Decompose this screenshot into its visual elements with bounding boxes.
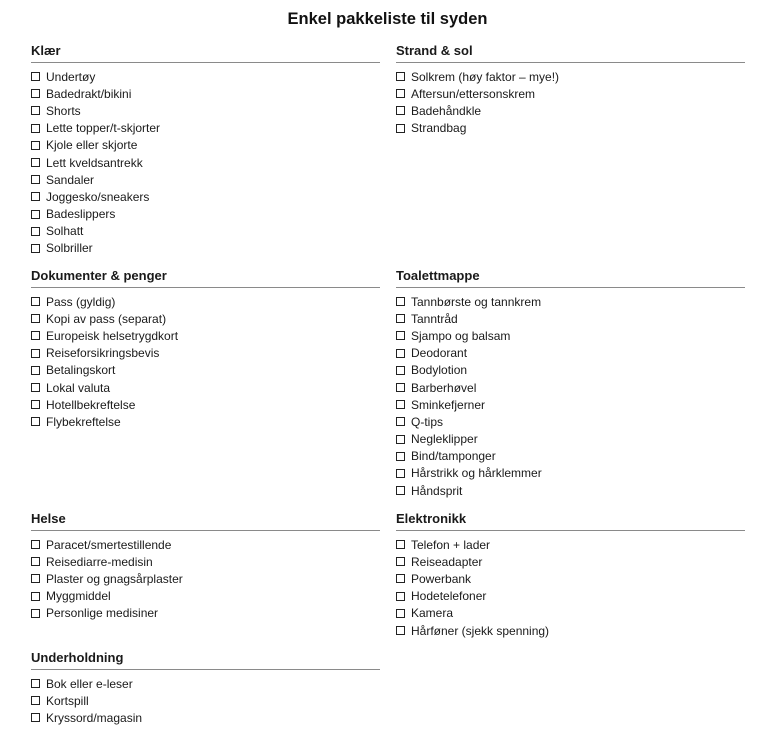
section-klaer bbox=[31, 43, 380, 257]
checkbox[interactable] bbox=[396, 366, 405, 375]
checklist-item-label: Flybekreftelse bbox=[46, 414, 121, 429]
checklist-item-label: Håndsprit bbox=[411, 483, 463, 498]
checklist bbox=[396, 536, 745, 639]
section-helse bbox=[31, 511, 380, 622]
checkbox[interactable] bbox=[396, 486, 405, 495]
checklist-item[interactable] bbox=[396, 570, 745, 587]
checkbox[interactable] bbox=[396, 314, 405, 323]
checklist bbox=[396, 293, 745, 499]
checkbox[interactable] bbox=[396, 106, 405, 115]
checklist-item[interactable] bbox=[396, 396, 745, 413]
checklist-item[interactable] bbox=[31, 709, 380, 726]
checklist-item-label: Shorts bbox=[46, 103, 81, 118]
checkbox[interactable] bbox=[31, 383, 40, 392]
checklist-item-label: Lette topper/t-skjorter bbox=[46, 121, 161, 136]
checkbox[interactable] bbox=[31, 609, 40, 618]
checklist bbox=[396, 68, 745, 137]
checklist-item-label: Kortspill bbox=[46, 693, 89, 708]
checkbox[interactable] bbox=[396, 540, 405, 549]
checklist-item-label: Solbriller bbox=[46, 241, 93, 256]
checkbox[interactable] bbox=[396, 349, 405, 358]
checkbox[interactable] bbox=[31, 158, 40, 167]
checklist-item-label: Reiseadapter bbox=[411, 554, 483, 569]
section-title: Klær bbox=[31, 43, 380, 63]
checkbox[interactable] bbox=[31, 400, 40, 409]
checklist-item-label: Pass (gyldig) bbox=[46, 294, 116, 309]
checklist-item[interactable] bbox=[31, 240, 380, 257]
checkbox[interactable] bbox=[31, 89, 40, 98]
checklist-item-label: Hodetelefoner bbox=[411, 589, 487, 604]
checklist-item[interactable] bbox=[31, 413, 380, 430]
checklist-item-label: Hotellbekreftelse bbox=[46, 397, 136, 412]
section-title: Helse bbox=[31, 511, 380, 531]
checklist-item[interactable] bbox=[31, 553, 380, 570]
checklist-item[interactable] bbox=[396, 465, 745, 482]
checklist-item[interactable] bbox=[31, 293, 380, 310]
checklist-item[interactable] bbox=[396, 327, 745, 344]
checklist-item[interactable] bbox=[31, 536, 380, 553]
checklist-item[interactable] bbox=[396, 536, 745, 553]
checkbox[interactable] bbox=[396, 89, 405, 98]
checklist-item[interactable] bbox=[31, 675, 380, 692]
section-title: Elektronikk bbox=[396, 511, 745, 531]
checkbox[interactable] bbox=[31, 192, 40, 201]
checklist bbox=[31, 293, 380, 431]
checklist-item[interactable] bbox=[31, 68, 380, 85]
checklist-item[interactable] bbox=[31, 223, 380, 240]
section-toalettmappe bbox=[396, 268, 745, 499]
checklist-item-label: Bodylotion bbox=[411, 363, 468, 378]
checkbox[interactable] bbox=[31, 713, 40, 722]
checklist-item-label: Badeslippers bbox=[46, 207, 116, 222]
checklist-item-label: Joggesko/sneakers bbox=[46, 189, 150, 204]
checklist-item[interactable] bbox=[396, 553, 745, 570]
checkbox[interactable] bbox=[31, 297, 40, 306]
checklist-item[interactable] bbox=[31, 605, 380, 622]
checklist-item[interactable] bbox=[396, 431, 745, 448]
checklist-item[interactable] bbox=[31, 345, 380, 362]
checklist-item[interactable] bbox=[31, 206, 380, 223]
checklist-item-label: Kryssord/magasin bbox=[46, 710, 143, 725]
checkbox[interactable] bbox=[31, 557, 40, 566]
checklist-item-label: Myggmiddel bbox=[46, 589, 111, 604]
checklist bbox=[31, 68, 380, 257]
checklist-item[interactable] bbox=[31, 137, 380, 154]
checkbox[interactable] bbox=[31, 141, 40, 150]
checklist-item[interactable] bbox=[396, 605, 745, 622]
checkbox[interactable] bbox=[31, 679, 40, 688]
checklist-item[interactable] bbox=[31, 588, 380, 605]
checkbox[interactable] bbox=[31, 331, 40, 340]
checklist-item-label: Powerbank bbox=[411, 571, 472, 586]
checkbox[interactable] bbox=[31, 106, 40, 115]
checkbox[interactable] bbox=[31, 696, 40, 705]
checkbox[interactable] bbox=[396, 383, 405, 392]
checklist-item-label: Bok eller e-leser bbox=[46, 676, 133, 691]
checkbox[interactable] bbox=[31, 574, 40, 583]
checklist-item[interactable] bbox=[396, 68, 745, 85]
checklist-item[interactable] bbox=[31, 379, 380, 396]
checkbox[interactable] bbox=[31, 417, 40, 426]
checkbox[interactable] bbox=[31, 592, 40, 601]
checklist-item-label: Plaster og gnagsårplaster bbox=[46, 571, 183, 586]
checkbox[interactable] bbox=[31, 72, 40, 81]
checklist-item-label: Negleklipper bbox=[411, 432, 478, 447]
checklist-item[interactable] bbox=[31, 154, 380, 171]
checkbox[interactable] bbox=[396, 592, 405, 601]
section-elektronikk bbox=[396, 511, 745, 639]
checkbox[interactable] bbox=[31, 244, 40, 253]
checkbox[interactable] bbox=[396, 72, 405, 81]
checklist-item-label: Badedrakt/bikini bbox=[46, 86, 132, 101]
checklist-item-label: Solhatt bbox=[46, 224, 84, 239]
checklist-item[interactable] bbox=[31, 171, 380, 188]
checkbox[interactable] bbox=[31, 175, 40, 184]
section-title: Strand & sol bbox=[396, 43, 745, 63]
checkbox[interactable] bbox=[31, 349, 40, 358]
checkbox[interactable] bbox=[396, 124, 405, 133]
checklist-item-label: Lett kveldsantrekk bbox=[46, 155, 143, 170]
checkbox[interactable] bbox=[396, 331, 405, 340]
checkbox[interactable] bbox=[31, 124, 40, 133]
checklist-item[interactable] bbox=[396, 345, 745, 362]
checklist-item[interactable] bbox=[31, 362, 380, 379]
checklist-item-label: Badehåndkle bbox=[411, 103, 482, 118]
checkbox[interactable] bbox=[396, 609, 405, 618]
checklist-item-label: Sjampo og balsam bbox=[411, 328, 511, 343]
checklist bbox=[31, 536, 380, 622]
checklist-item-label: Telefon + lader bbox=[411, 537, 491, 552]
section-title: Toalettmappe bbox=[396, 268, 745, 288]
checklist-item-label: Bind/tamponger bbox=[411, 449, 496, 464]
checklist-item-label: Tannbørste og tannkrem bbox=[411, 294, 542, 309]
checklist-item[interactable] bbox=[31, 188, 380, 205]
checklist-item-label: Sandaler bbox=[46, 172, 95, 187]
checklist-item[interactable] bbox=[31, 692, 380, 709]
section-dokumenter-penger bbox=[31, 268, 380, 431]
checklist-item[interactable] bbox=[396, 622, 745, 639]
checklist-item[interactable] bbox=[396, 310, 745, 327]
section-underholdning bbox=[31, 650, 380, 727]
checklist-item[interactable] bbox=[396, 102, 745, 119]
checkbox[interactable] bbox=[31, 366, 40, 375]
checklist-item-label: Sminkefjerner bbox=[411, 397, 486, 412]
checklist-item[interactable] bbox=[396, 413, 745, 430]
checklist-item-label: Personlige medisiner bbox=[46, 606, 159, 621]
checkbox[interactable] bbox=[31, 227, 40, 236]
checklist-item-label: Betalingskort bbox=[46, 363, 116, 378]
checklist-item[interactable] bbox=[31, 327, 380, 344]
checkbox[interactable] bbox=[396, 626, 405, 635]
checklist-item-label: Europeisk helsetrygdkort bbox=[46, 328, 179, 343]
checklist-item-label: Reiseforsikringsbevis bbox=[46, 346, 160, 361]
checklist-item-label: Lokal valuta bbox=[46, 380, 111, 395]
checklist-item[interactable] bbox=[396, 482, 745, 499]
checkbox[interactable] bbox=[396, 435, 405, 444]
checklist-item[interactable] bbox=[396, 588, 745, 605]
checklist-item-label: Tanntråd bbox=[411, 311, 458, 326]
checklist-item-label: Aftersun/ettersonskrem bbox=[411, 86, 536, 101]
checkbox[interactable] bbox=[396, 400, 405, 409]
checklist-item-label: Q-tips bbox=[411, 414, 444, 429]
checklist-item-label: Hårføner (sjekk spenning) bbox=[411, 623, 550, 638]
page-title: Enkel pakkeliste til syden bbox=[287, 10, 488, 28]
checklist-item-label: Deodorant bbox=[411, 346, 468, 361]
checklist-item[interactable] bbox=[31, 102, 380, 119]
section-title: Underholdning bbox=[31, 650, 380, 670]
checkbox[interactable] bbox=[396, 452, 405, 461]
checklist-item-label: Strandbag bbox=[411, 121, 467, 136]
checklist-item[interactable] bbox=[396, 293, 745, 310]
checklist-item[interactable] bbox=[31, 570, 380, 587]
checkbox[interactable] bbox=[396, 574, 405, 583]
checklist-item-label: Reisediarre-medisin bbox=[46, 554, 153, 569]
checkbox[interactable] bbox=[31, 540, 40, 549]
checklist-item-label: Undertøy bbox=[46, 69, 96, 84]
checklist bbox=[31, 675, 380, 727]
checklist-item-label: Kjole eller skjorte bbox=[46, 138, 138, 153]
checklist-item[interactable] bbox=[396, 85, 745, 102]
checklist-item[interactable] bbox=[396, 120, 745, 137]
checklist-item[interactable] bbox=[31, 396, 380, 413]
checkbox[interactable] bbox=[31, 210, 40, 219]
checklist-item-label: Solkrem (høy faktor – mye!) bbox=[411, 69, 560, 84]
section-title: Dokumenter & penger bbox=[31, 268, 380, 288]
checklist-item[interactable] bbox=[396, 379, 745, 396]
checkbox[interactable] bbox=[31, 314, 40, 323]
checklist-item[interactable] bbox=[396, 448, 745, 465]
checklist-item[interactable] bbox=[396, 362, 745, 379]
checkbox[interactable] bbox=[396, 469, 405, 478]
checklist-item-label: Kamera bbox=[411, 606, 454, 621]
checkbox[interactable] bbox=[396, 557, 405, 566]
checkbox[interactable] bbox=[396, 297, 405, 306]
checklist-item-label: Kopi av pass (separat) bbox=[46, 311, 167, 326]
checklist-item-label: Hårstrikk og hårklemmer bbox=[411, 466, 542, 481]
checklist-item[interactable] bbox=[31, 310, 380, 327]
checklist-item-label: Paracet/smertestillende bbox=[46, 537, 172, 552]
checklist-item[interactable] bbox=[31, 120, 380, 137]
checklist-item[interactable] bbox=[31, 85, 380, 102]
section-strand-sol bbox=[396, 43, 745, 137]
checklist-item-label: Barberhøvel bbox=[411, 380, 477, 395]
checkbox[interactable] bbox=[396, 417, 405, 426]
